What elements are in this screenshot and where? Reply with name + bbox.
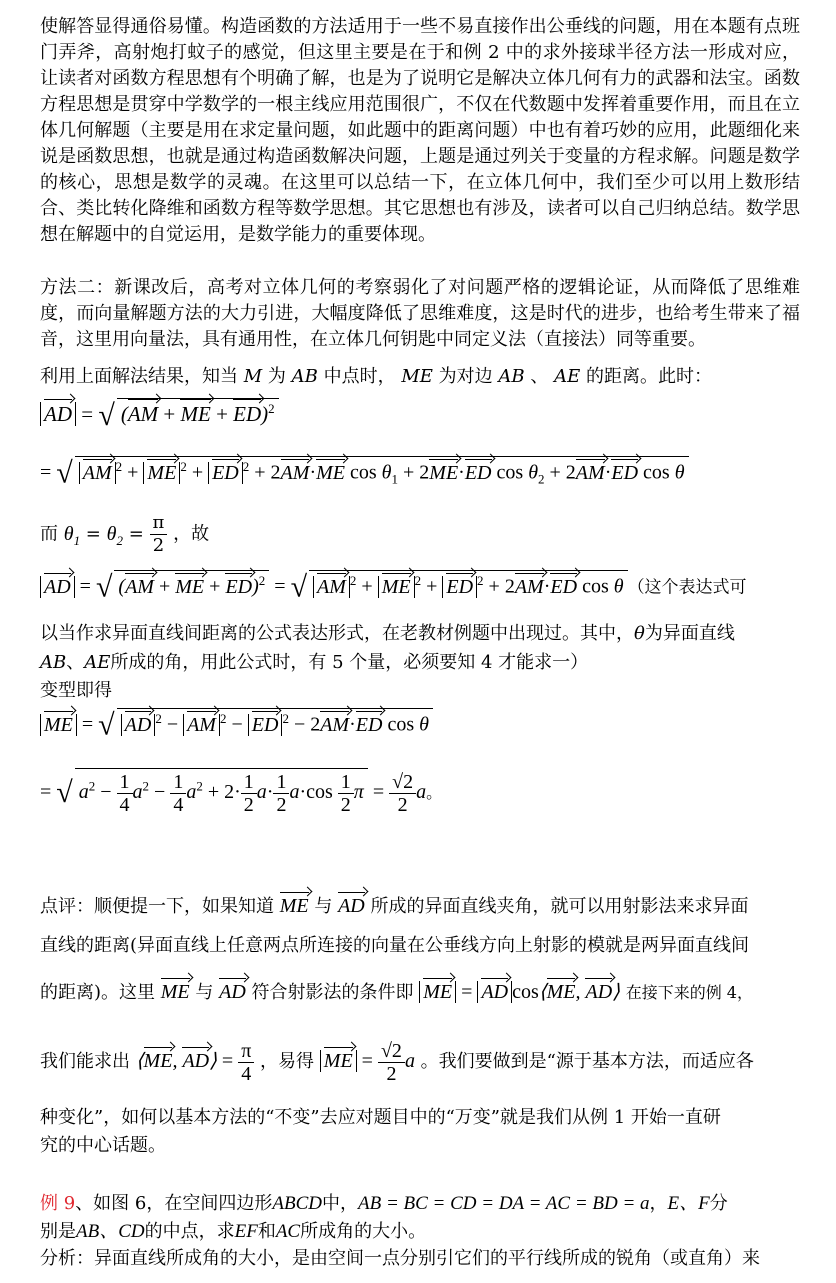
vector-ed: ED [611, 461, 639, 484]
numerator: √2 [378, 1040, 405, 1063]
math-var: ME [401, 366, 433, 387]
theta-symbol: θ [63, 522, 74, 545]
exponent: 2 [180, 459, 187, 474]
exponent: 2 [258, 573, 266, 588]
equals-sign: = [81, 713, 94, 736]
math-var: AB、CD [76, 1221, 145, 1242]
vector-ad: AD [585, 981, 613, 1003]
analysis-line: 分析：异面直线所成角的大小，是由空间一点分别引它们的平行线所成的锐角（或直角）来 [40, 1248, 760, 1269]
vector-me: ME [546, 981, 576, 1003]
math-var: a [416, 781, 427, 804]
subscript: 2 [538, 471, 545, 487]
vector-ed: ED [550, 575, 578, 598]
math-var: a [256, 781, 267, 804]
example-label: 例 9 [40, 1193, 76, 1214]
denominator: 2 [243, 794, 254, 816]
text-segment: 所成的异面直线夹角，就可以用射影法来求异面 [370, 896, 749, 917]
fraction-pi-over-2 [150, 512, 168, 557]
theta-symbol: θ [674, 461, 685, 484]
vector-ad: AD [338, 895, 365, 917]
coefficient: 2 [565, 461, 576, 484]
plus-sign: + [488, 575, 500, 598]
text-segment: 点评：顺便提一下，如果知道 [40, 896, 274, 917]
exponent: 2 [142, 778, 150, 794]
numerator: 1 [241, 771, 257, 794]
text-segment: ，故 [173, 523, 210, 545]
plus-sign: + [127, 461, 139, 484]
text-segment: 利用上面解法结果，知当 [40, 366, 238, 387]
equals-sign: = [221, 1050, 234, 1073]
plus-sign: + [426, 575, 438, 598]
exponent: 2 [242, 459, 250, 474]
denominator: 2 [276, 794, 287, 816]
comment-line-6: 究的中心话题。 [40, 1135, 166, 1156]
text-segment: 中， [321, 1193, 358, 1214]
theta-symbol: θ [613, 575, 624, 598]
text-segment: 、如图 6，在空间四边形 [75, 1193, 273, 1214]
theta-symbol: θ [419, 713, 429, 736]
text-segment: 别是 [40, 1221, 76, 1242]
dot-operator: · [349, 713, 356, 736]
coefficient: 2 [419, 461, 430, 484]
numerator: 1 [117, 771, 133, 794]
vector-ed: ED [251, 713, 279, 736]
denominator: 2 [397, 794, 408, 816]
theta-condition-line [40, 512, 209, 557]
vector-me: ME [143, 1050, 173, 1073]
vector-am: AM [127, 402, 159, 426]
formula-expanded [40, 456, 689, 491]
cos-function: cos [387, 713, 415, 736]
dot-operator: · [458, 461, 465, 484]
sqrt-symbol: √ [290, 570, 308, 604]
paragraph-1: 使解答显得通俗易懂。构造函数的方法适用于一些不易直接作出公垂线的问题，用在本题有点班门弄斧，高射炮打蚊子的感觉，但这里主要是在于和例 2 中的求外接球半径方法一形成对应，让读者对函数方程思想有个明确了解，也是为了说明它是解决立体几何有力的武器和法宝。函数方程思想是贯穿中学数学的一根主线应用范围很广，不仅在代数题中发挥着重要作用，而且在立体几何解题（主要是用在求定量问题，如此题中的距离问题）中也有着巧妙的应用，此题细化来说是函数思想，也就是通过构造函数解决问题，上题是通过列关于变量的方程求解。问题是数学的核心，思想是数学的灵魂。在这里可以总结一下，在立体几何中，我们至少可以用上数形结合、类比转化降维和函数方程等数学思想。其它思想也有涉及，读者可以自己归纳总结。数学思想在解题中的自觉运用，是数学能力的重要体现。 [40, 16, 800, 245]
equals-sign: = [372, 781, 385, 804]
exponent: 2 [268, 401, 275, 416]
plus-sign: + [209, 575, 221, 598]
vector-me: ME [316, 461, 345, 484]
text-segment: 。我们要做到是“源于基本方法，而适应各 [420, 1051, 754, 1073]
plus-sign: + [207, 781, 220, 804]
plus-sign: + [191, 461, 204, 484]
denominator: 2 [386, 1063, 397, 1085]
math-var: M [243, 366, 263, 387]
vector-am: AM [82, 461, 112, 484]
dot-operator: · [604, 461, 612, 484]
cos-function: cos [350, 461, 377, 484]
sqrt-symbol: √ [98, 708, 115, 742]
comment-line-1 [40, 892, 749, 918]
formula-me-norm [40, 708, 433, 743]
text-segment: 、 [530, 366, 549, 387]
vector-me: ME [180, 402, 211, 426]
cos-function: cos [306, 781, 333, 804]
math-var: a [404, 1050, 415, 1073]
cos-function: cos [496, 461, 524, 484]
minus-sign: − [100, 781, 112, 804]
plus-sign: + [163, 402, 176, 426]
equals-sign: = [85, 523, 101, 545]
cos-function: cos [643, 461, 670, 484]
minus-sign: − [154, 781, 166, 804]
equals-sign: = [79, 575, 91, 598]
text-segment: 中点时， [323, 366, 396, 387]
math-equation: AB = BC = CD = DA = AC = BD = a [357, 1193, 650, 1214]
vector-am: AM [187, 713, 216, 736]
vector-me: ME [147, 461, 177, 484]
vector-me: ME [381, 575, 411, 598]
dot-operator: · [234, 781, 241, 804]
text-segment: 与 [195, 982, 214, 1003]
math-var: θ [634, 623, 645, 644]
numerator: π [238, 1040, 254, 1063]
period-mark: 。 [426, 785, 443, 803]
vector-ed: ED [212, 461, 239, 484]
vector-ed: ED [355, 713, 383, 736]
text-segment: 在接下来的例 4， [625, 983, 753, 1002]
exponent: 2 [219, 711, 227, 726]
sqrt-symbol: √ [98, 399, 115, 432]
exponent: 2 [349, 573, 357, 588]
example-9-line-2 [40, 1216, 426, 1243]
vector-ad: AD [44, 575, 71, 598]
sqrt-symbol: √ [56, 456, 73, 490]
denominator: 2 [152, 535, 165, 556]
math-var: AB [291, 366, 318, 387]
plus-sign: + [254, 461, 266, 484]
comment-line-4: 我们能求出 ⟨ME, AD⟩ = $\frac{\pi}{4}$ ，易得 ME = $\frac{√2}{2}$ a 。我们要做到是“源于基本方法，而适应各 [40, 1040, 754, 1085]
text-segment: 符合射影法的条件即 [251, 982, 414, 1003]
numerator: 1 [273, 771, 289, 794]
fraction-root2-over-2 [389, 771, 416, 816]
equals-sign: = [40, 461, 52, 484]
text-segment: 所成的角，用此公式时，有 5 个量，必须要知 4 才能求一） [110, 652, 589, 673]
vector-me: ME [175, 575, 205, 598]
vector-ed: ED [225, 575, 253, 598]
equals-sign: = [361, 1050, 373, 1073]
text-segment: 而 [40, 523, 58, 545]
math-var: AE [554, 366, 581, 387]
vector-ed: ED [464, 461, 492, 484]
math-var: AC [275, 1221, 301, 1242]
sqrt-symbol: √ [56, 776, 73, 810]
vector-me: ME [160, 981, 190, 1003]
fraction-root2-over-2 [378, 1040, 405, 1085]
dot-operator: · [309, 461, 317, 484]
vector-am: AM [317, 575, 346, 598]
math-var: a [289, 781, 300, 804]
exponent: 2 [414, 573, 422, 588]
formula-ad-norm: AD = √ (AM + ME + ED)$^2$ [40, 398, 279, 433]
text-segment: 、 [66, 652, 85, 673]
text-segment: ，易得 [260, 1051, 315, 1073]
equals-sign: = [40, 781, 52, 804]
paragraph-method-two: 方法二：新课改后，高考对立体几何的考察弱化了对问题严格的逻辑论证，从而降低了思维难度，而向量解题方法的大力引进，大幅度降低了思维难度，这是时代的进步，也给考生带来了福音，这里用向量法，具有通用性，在立体几何钥匙中同定义法（直接法）同等重要。 [40, 277, 800, 350]
exponent: 2 [88, 778, 96, 794]
plus-sign: + [361, 575, 373, 598]
text-segment: 为 [267, 366, 286, 387]
text-segment: 的中点，求 [144, 1221, 235, 1242]
vector-me: ME [323, 1050, 353, 1073]
exponent: 2 [477, 573, 484, 588]
coefficient: 2 [504, 575, 515, 598]
vector-me: ME [44, 713, 73, 736]
denominator: 2 [340, 794, 351, 816]
equals-sign: = [274, 575, 286, 598]
vector-me: ME [429, 461, 459, 484]
note-line-1 [40, 619, 735, 645]
vector-am: AM [575, 461, 605, 484]
dot-operator: · [266, 781, 274, 804]
text-segment: 的距离。此时： [585, 366, 712, 387]
denominator: 4 [173, 794, 184, 816]
vector-me: ME [423, 981, 453, 1003]
cos-function: cos [512, 981, 539, 1003]
denominator: 4 [119, 794, 130, 816]
theta-symbol: θ [381, 461, 392, 484]
note-line-2 [40, 648, 588, 674]
fraction [117, 771, 133, 816]
formula-distance: AD = √ (AM + ME + ED)$^2$ = √ AM $^2$ + ME $^2$ + ED $^2$ + 2AM·ED cos θ （这个表达式可 [40, 570, 747, 605]
comment-line-5: 种变化”，如何以基本方法的“不变”去应对题目中的“万变”就是我们从例 1 开始一直研 [40, 1107, 721, 1128]
math-var: AB [498, 366, 525, 387]
exponent: 2 [115, 459, 123, 474]
vector-ad: AD [124, 713, 152, 736]
exponent: 2 [196, 778, 203, 794]
vector-ed: ED [446, 575, 474, 598]
vector-ad: AD [219, 981, 246, 1003]
dot-operator: · [299, 781, 307, 804]
math-var: a [132, 781, 143, 804]
transform-label: 变型即得 [40, 680, 112, 701]
coefficient: 2 [224, 781, 235, 804]
fraction [241, 771, 257, 816]
math-var: ABCD [272, 1193, 322, 1214]
minus-sign: − [231, 713, 243, 736]
comment-line-2: 直线的距离(异面直线上任意两点所连接的向量在公垂线方向上射影的模就是两异面直线间 [40, 935, 750, 956]
subscript: 1 [391, 471, 398, 487]
formula-note: （这个表达式可 [627, 577, 747, 598]
plus-sign: + [216, 402, 228, 426]
numerator: π [150, 512, 168, 535]
numerator: 1 [170, 771, 186, 794]
text-segment: 分 [709, 1193, 728, 1214]
subscript: 1 [73, 532, 81, 548]
text-segment: 我们能求出 [40, 1051, 130, 1073]
numerator: 1 [338, 771, 354, 794]
math-var: EF [234, 1221, 258, 1242]
vector-am: AM [280, 461, 310, 484]
fraction [273, 771, 289, 816]
vector-am: AM [125, 575, 154, 598]
vector-me: ME [279, 895, 309, 917]
text-segment: 和 [257, 1221, 276, 1242]
theta-symbol: θ [528, 461, 539, 484]
theta-symbol: θ [106, 522, 117, 545]
text-segment: 为对边 [438, 366, 493, 387]
exponent: 2 [282, 711, 289, 726]
vector-am: AM [514, 575, 544, 598]
math-var: a [78, 781, 89, 804]
paragraph-result-line [40, 362, 712, 388]
pi-symbol: π [353, 781, 364, 804]
minus-sign: − [166, 713, 179, 736]
formula-result [40, 768, 442, 816]
numerator: √2 [389, 771, 416, 794]
plus-sign: + [158, 575, 171, 598]
text-segment: ， [649, 1193, 668, 1214]
vector-ad: AD [44, 402, 72, 426]
vector-am: AM [320, 713, 350, 736]
text-segment: 与 [314, 896, 333, 917]
math-var: E、F [667, 1193, 710, 1214]
dot-operator: · [543, 575, 551, 598]
vector-ad: AD [182, 1050, 210, 1073]
minus-sign: − [293, 713, 306, 736]
vector-ed: ED [233, 402, 262, 426]
math-var: a [186, 781, 197, 804]
plus-sign: + [549, 461, 561, 484]
coefficient: 2 [270, 461, 281, 484]
sqrt-symbol: √ [95, 570, 113, 604]
text-segment: 的距离)。这里 [40, 982, 156, 1003]
equals-sign: = [128, 523, 144, 545]
text-segment: 为异面直线 [644, 623, 735, 644]
example-9-line-1 [40, 1188, 728, 1215]
fraction [338, 771, 354, 816]
vector-ad: AD [481, 981, 509, 1003]
exponent: 2 [155, 711, 162, 726]
fraction [170, 771, 186, 816]
math-var: AE [84, 652, 111, 673]
text-segment: 以当作求异面直线间距离的公式表达形式，在老教材例题中出现过。其中， [40, 623, 634, 644]
fraction-pi-over-4 [238, 1040, 254, 1085]
subscript: 2 [116, 532, 123, 548]
plus-sign: + [403, 461, 415, 484]
comment-line-3: 的距离)。这里 ME 与 AD 符合射影法的条件即 ME = AD cos⟨ME, AD⟩ 在接下来的例 4， [40, 981, 753, 1003]
equals-sign: = [461, 981, 473, 1003]
denominator: 4 [241, 1063, 252, 1085]
coefficient: 2 [310, 713, 321, 736]
equals-sign: = [81, 402, 94, 426]
text-segment: 所成角的大小。 [300, 1221, 427, 1242]
cos-function: cos [582, 575, 609, 598]
math-var: AB [40, 652, 67, 673]
